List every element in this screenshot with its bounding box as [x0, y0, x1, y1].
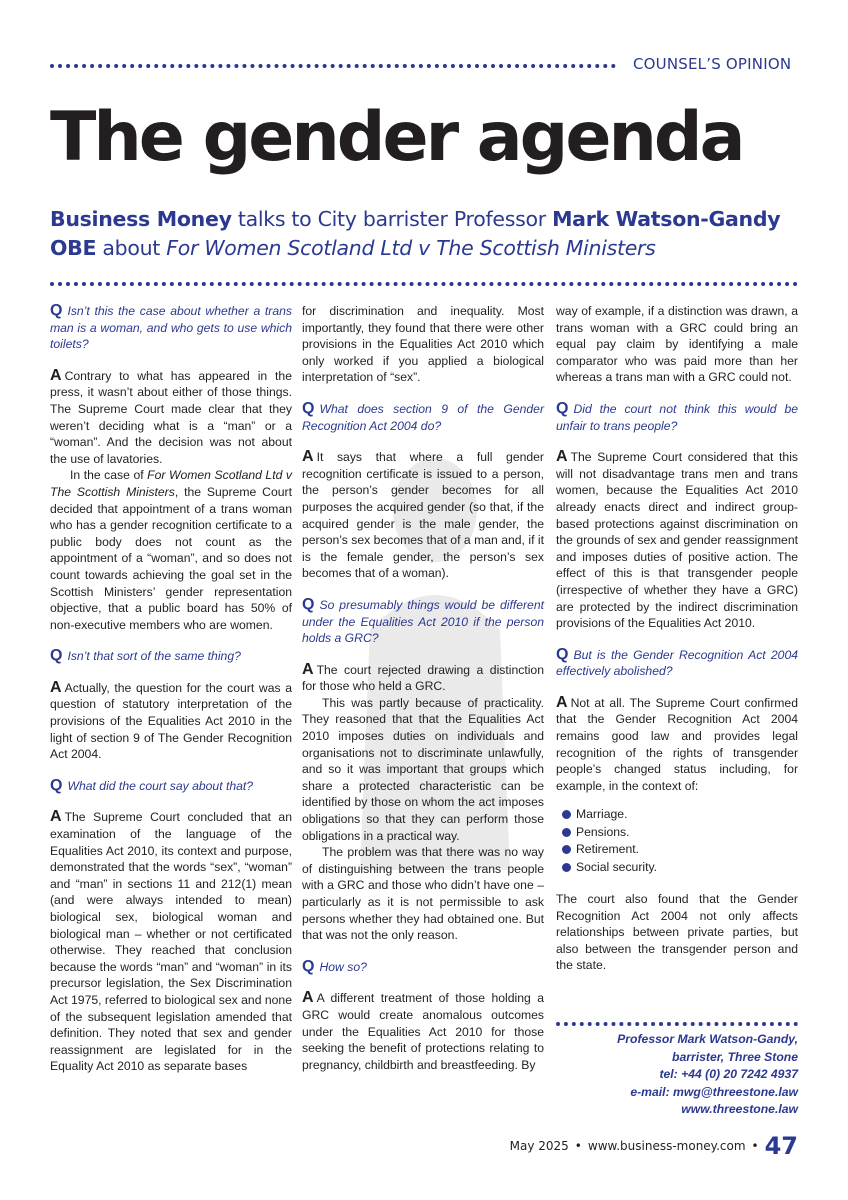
answer-continued: for discrimination and inequality. Most importantly, they found that there were other provisions in the Equalities Act 2010 which only worked if you applied a biological interpretation of “sex”. [302, 304, 544, 385]
bullet-item [562, 859, 798, 876]
question [302, 597, 544, 647]
answer [556, 695, 798, 795]
standfirst [50, 205, 810, 263]
case-name: For Women Scotland Ltd v The Scottish Ministers [50, 468, 292, 499]
question-marker: Q [302, 399, 315, 417]
bullet-text: Marriage. [576, 807, 628, 822]
answer-text: In the case of [70, 468, 148, 483]
signature-email[interactable]: e-mail: mwg@threestone.law [630, 1084, 798, 1099]
question [556, 401, 798, 434]
top-dotted-rule [50, 64, 616, 68]
answer-text: Actually, the question for the court was a question of statutory interpretation of the provisions of the Equalities Act 2010 in the light of section 9 of The Gender Recognition Act 2004. [50, 680, 292, 762]
article-headline: The gender agenda [50, 98, 743, 177]
question-text: Isn’t that sort of the same thing? [67, 649, 241, 664]
bullet-dot-icon [562, 828, 571, 837]
question [50, 778, 292, 795]
footer-separator: • [751, 1139, 759, 1153]
question-text: How so? [319, 959, 367, 974]
answer-paragraph: The problem was that there was no way of distinguishing between the trans people with a GRC and those who didn’t have one – particularly as it is not permissible to ask persons whether they had obtained one. But that was not the only reason. [302, 845, 544, 943]
answer-marker: A [50, 366, 62, 384]
signature-name: Professor Mark Watson-Gandy, [617, 1032, 798, 1046]
answer [50, 809, 292, 1075]
question [302, 401, 544, 434]
signature-phone: tel: +44 (0) 20 7242 4937 [659, 1067, 798, 1082]
page-footer [510, 1132, 798, 1160]
bullet-item [562, 841, 798, 858]
standfirst-dotted-rule [50, 282, 798, 286]
interviewee-name: Mark Watson-Gandy OBE [50, 207, 781, 260]
bullet-list [556, 806, 798, 876]
answer [302, 449, 544, 582]
footer-website[interactable]: www.business-money.com [587, 1139, 746, 1153]
answer-marker: A [50, 678, 62, 696]
question-text: Did the court not think this would be unfair to trans people? [556, 401, 798, 433]
answer-marker: A [556, 693, 568, 711]
question-marker: Q [302, 595, 315, 613]
section-label: COUNSEL’S OPINION [633, 55, 792, 73]
answer-text: , the Supreme Court decided that appointment of a trans woman who has a gender recognition certificate to a public body does not count as the appointment of a “woman”, and so does not count towards achieving the goal set in the Scottish Ministers’ gender representation objective, that a public board has 50% of non-executive members who are women. [50, 484, 292, 632]
question-text: Isn’t this the case about whether a trans man is a woman, and who gets to use which toilets? [50, 304, 292, 352]
answer-text: It says that where a full gender recognition certificate is issued to a person, the person’s gender becomes for all purposes the acquired gender (so that, if the acquired gender is the male gender, the person’s sex becomes that of a man and, if it is the female gender, the person’s sex becomes that of a woman). [302, 450, 544, 581]
answer-text: Contrary to what has appeared in the press, it wasn’t about either of those things. The Supreme Court made clear that they weren’t deciding what is a “man” or a “woman”. And the decision was not about the use of lavatories. [50, 368, 292, 466]
bullet-dot-icon [562, 863, 571, 872]
article-column-3 [556, 303, 798, 974]
brand-name: Business Money [50, 207, 232, 231]
question-marker: Q [302, 957, 315, 975]
answer-paragraph: This was partly because of practicality. They reasoned that that the Equalities Act 2010 imposes duties on individuals and organisations not to discriminate unlawfully, and so it was important that groups which share a protected characteristic can be identified by those on whom the act imposes obligations so that they can perform those obligations in a practical way. [302, 695, 544, 843]
author-signature [556, 1031, 798, 1119]
question-marker: Q [50, 302, 63, 319]
question-marker: Q [50, 776, 63, 794]
answer-marker: A [50, 808, 62, 826]
bullet-item [562, 824, 798, 841]
question-text: What did the court say about that? [67, 778, 254, 793]
bullet-dot-icon [562, 810, 571, 819]
standfirst-text: talks to City barrister Professor [231, 207, 553, 231]
question [50, 648, 292, 665]
bullet-dot-icon [562, 845, 571, 854]
question-text: What does section 9 of the Gender Recognition Act 2004 do? [302, 401, 544, 433]
question-marker: Q [556, 645, 569, 663]
answer-text: A different treatment of those holding a GRC would create anomalous outcomes under the Equalities Act 2010 for those seeking the benefit of protections relating to pregnancy, childbirth and breastfeeding. By [302, 991, 544, 1072]
case-name: For Women Scotland Ltd v The Scottish Ministers [166, 236, 656, 260]
article-column-1 [50, 303, 292, 1075]
bullet-text: Social security. [576, 859, 658, 874]
answer-marker: A [556, 448, 568, 466]
question-text: But is the Gender Recognition Act 2004 effectively abolished? [556, 647, 798, 679]
answer [50, 368, 292, 468]
answer [302, 990, 544, 1073]
answer [50, 680, 292, 763]
bullet-text: Retirement. [576, 842, 639, 857]
issue-date: May 2025 [509, 1139, 569, 1153]
footer-separator: • [574, 1139, 582, 1153]
answer-text: The Supreme Court concluded that an examination of the language of the Equalities Act 2010, its context and purpose, demonstrated that the words “sex”, “woman” and “man” in sections 11 and 212(1) mean (and were always intended to mean) biological sex, biological woman and biological man – whether or not certificated otherwise. They reached that conclusion because the words “man” and “woman” in its precursor legislation, the Sex Discrimination Act 1975, referred to biological sex and none of the subsequent legislation amended that definition. They noted that sex and gender reassignment are legislated for in the Equality Act 2010 as separate bases [50, 810, 292, 1074]
closing-paragraph: The court also found that the Gender Recognition Act 2004 not only affects relationships between private parties, but also between the transgender person and the state. [556, 892, 798, 973]
question [50, 303, 292, 353]
answer [556, 449, 798, 632]
bullet-text: Pensions. [576, 824, 630, 839]
question-text: So presumably things would be different under the Equalities Act 2010 if the person holds a GRC? [302, 597, 544, 646]
page-number: 47 [764, 1132, 798, 1160]
answer [302, 662, 544, 695]
question [302, 959, 544, 976]
standfirst-text: about [96, 236, 167, 260]
bullet-item [562, 806, 798, 823]
answer-text: The Supreme Court considered that this will not disadvantage trans men and trans women, because the Equalities Act 2010 already enacts direct and indirect group-based protections against discrimination on the grounds of sex and gender reassignment and imposes duties of positive action. The effect of this is that transgender people (irrespective of whether they have a GRC) are protected by the indirect discrimination provisions of the Equalities Act 2010. [556, 450, 798, 631]
answer-text: The court rejected drawing a distinction for those who held a GRC. [302, 662, 544, 694]
answer-marker: A [302, 448, 314, 466]
question [556, 647, 798, 680]
signature-role: barrister, Three Stone [672, 1049, 798, 1064]
article-column-2 [302, 303, 544, 1073]
answer-marker: A [302, 989, 314, 1007]
answer-paragraph [50, 467, 292, 633]
signature-website[interactable]: www.threestone.law [681, 1102, 798, 1117]
question-marker: Q [556, 399, 569, 417]
answer-text: Not at all. The Supreme Court confirmed that the Gender Recognition Act 2004 remains good law and provides legal recognition of the rights of transgender people’s changed status including, for example, in the context of: [556, 695, 798, 793]
answer-marker: A [302, 660, 314, 678]
question-marker: Q [50, 647, 63, 665]
signature-dotted-rule [556, 1022, 798, 1026]
answer-continued: way of example, if a distinction was drawn, a trans woman with a GRC could bring an equal pay claim by identifying a male comparator who was paid more than her whereas a trans man with a GRC could not. [556, 304, 798, 385]
